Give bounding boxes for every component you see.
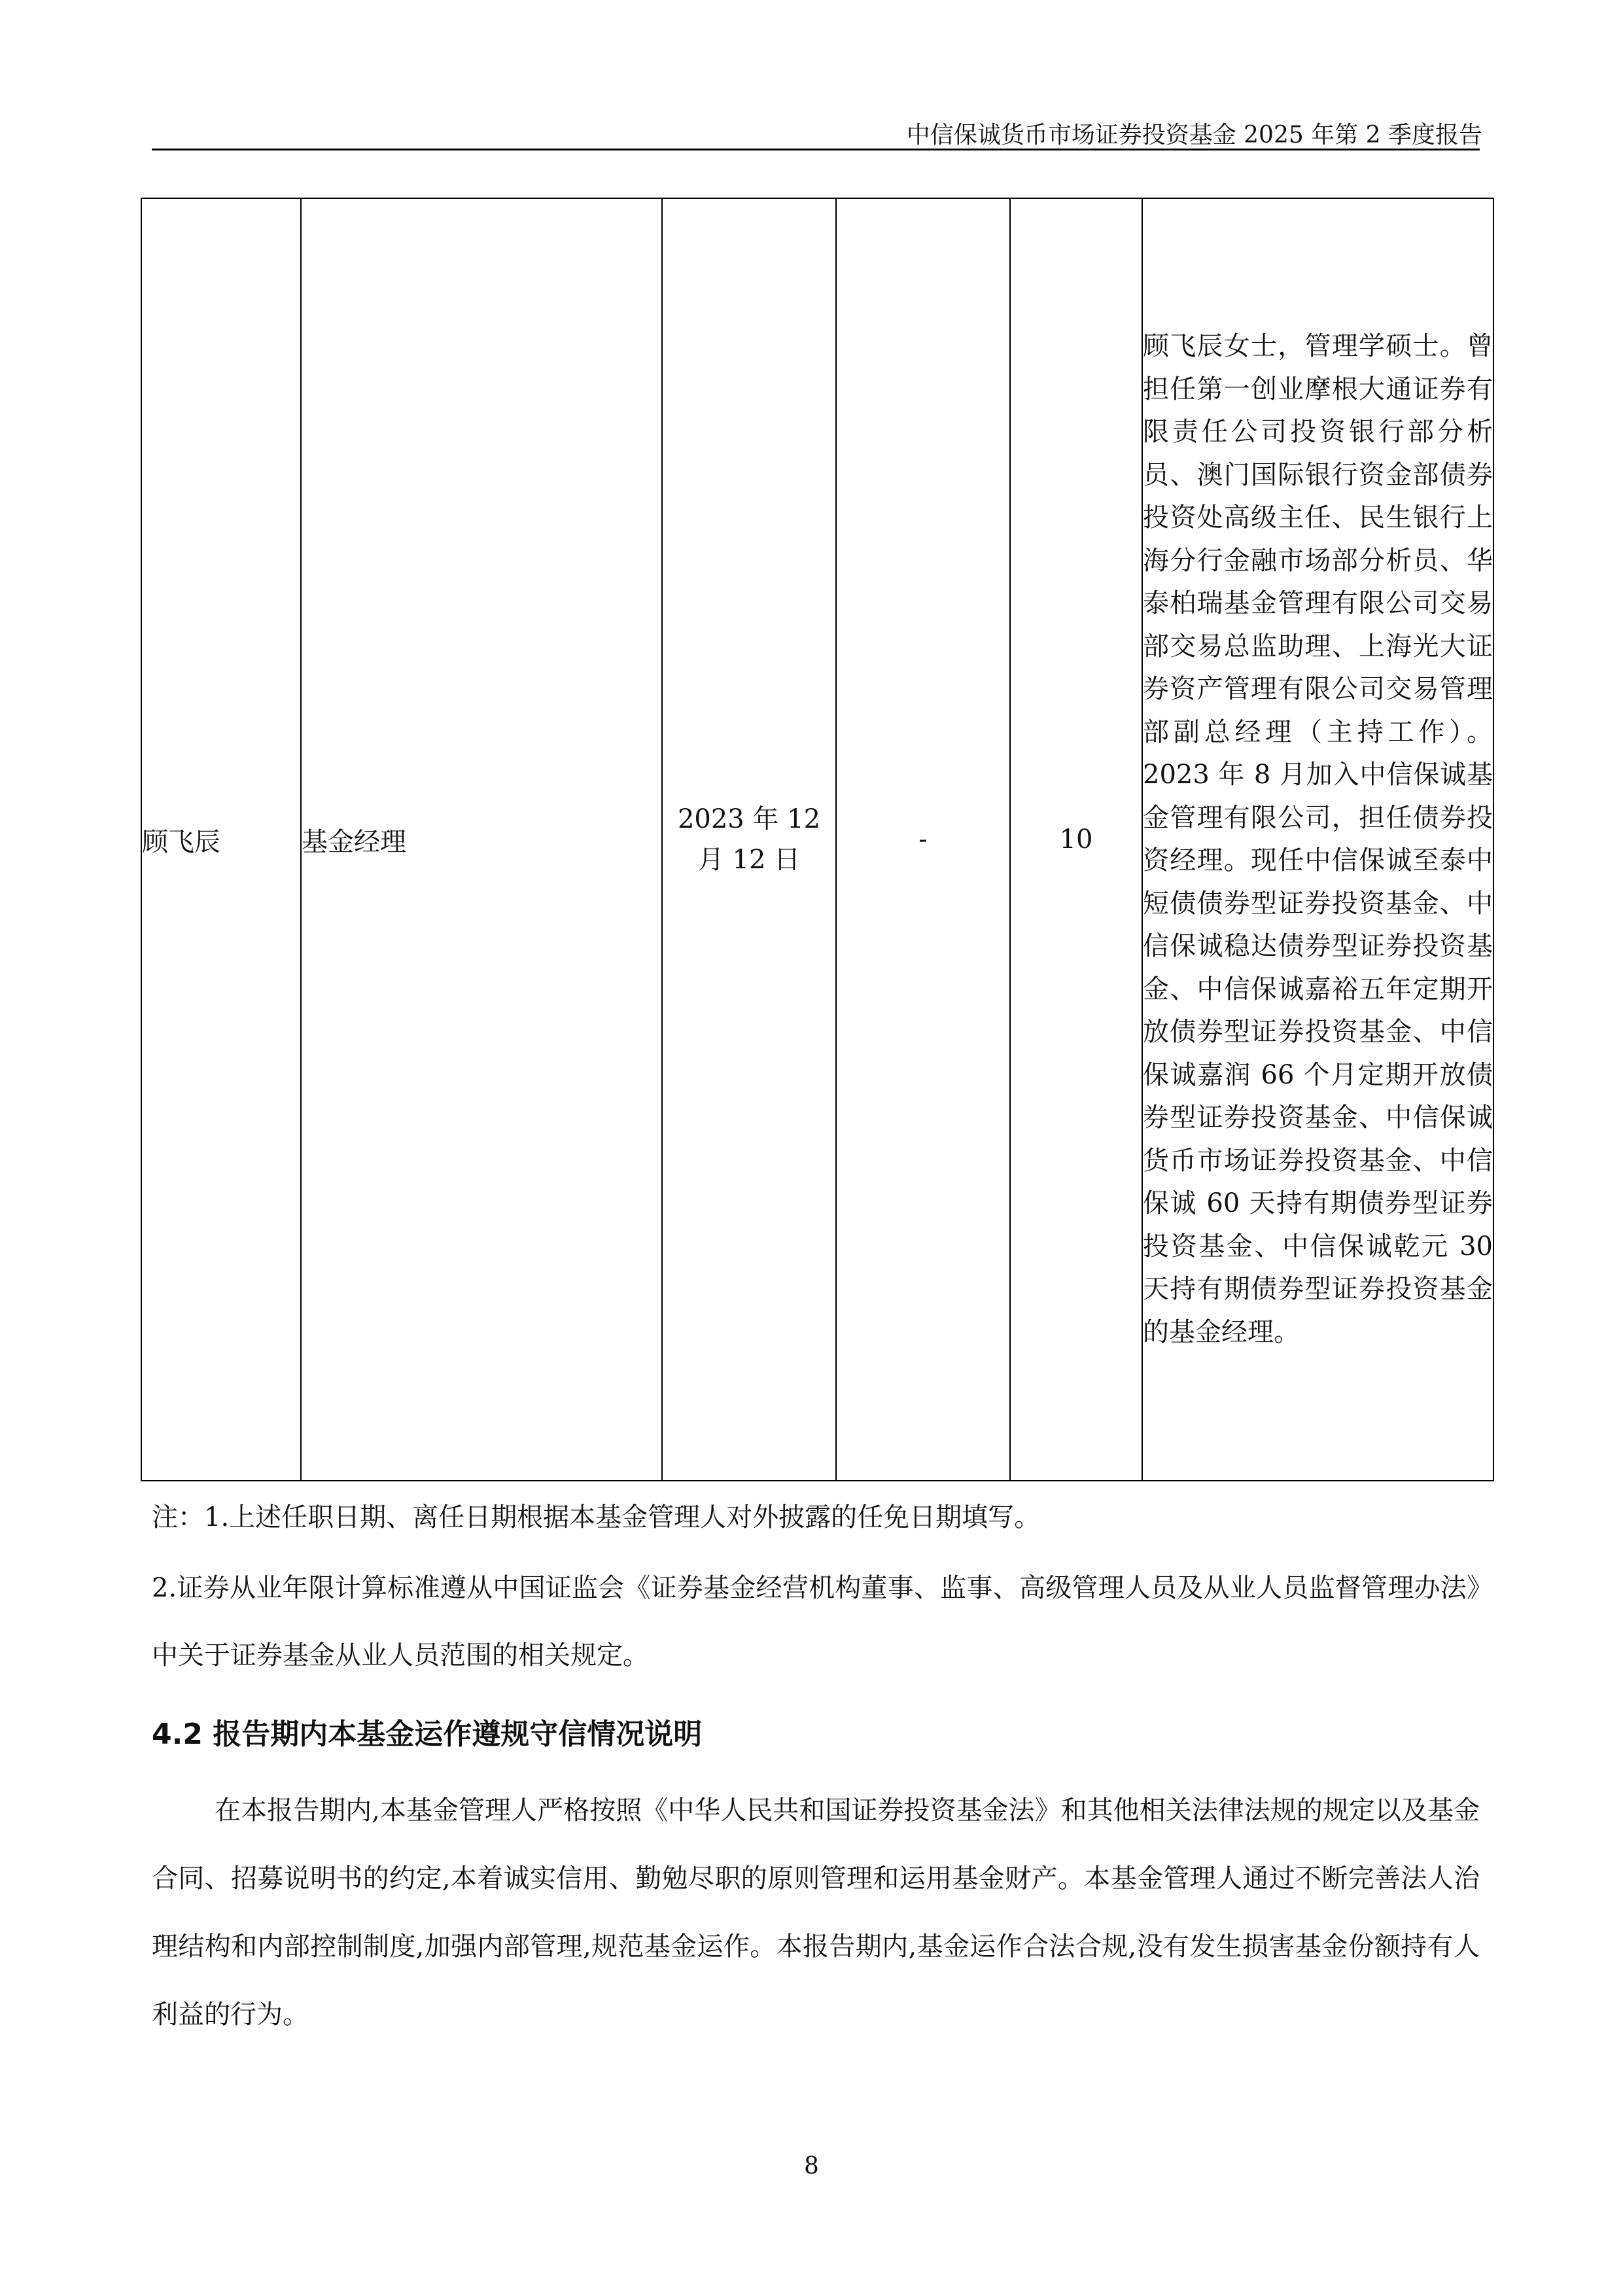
start-date-line1: 2023 年 12 [677,804,821,834]
manager-name: 顾飞辰 [141,198,301,1481]
table-row [141,198,1493,1481]
years-of-experience: 10 [1010,198,1142,1481]
leave-date: - [836,198,1010,1481]
start-date [662,198,836,1481]
fund-manager-table [141,198,1494,1481]
table-note-2: 2.证券从业年限计算标准遵从中国证监会《证券基金经营机构董事、监事、高级管理人员及从业人员监督管理办法》中关于证券基金从业人员范围的相关规定。 [152,1573,1480,1670]
section-heading: 4.2 报告期内本基金运作遵规守信情况说明 [152,1718,703,1751]
section-body-paragraph: 在本报告期内,本基金管理人严格按照《中华人民共和国证券投资基金法》和其他相关法律法规的规定以及基金合同、招募说明书的约定,本着诚实信用、勤勉尽职的原则管理和运用基金财产。本基金管理人通过不断完善法人治理结构和内部控制制度,加强内部管理,规范基金运作。本报告期内,基金运作合法合规,没有发生损害基金份额持有人利益的行为。 [152,1795,1480,2030]
page-number: 8 [804,2153,819,2180]
table-note-1: 注：1.上述任职日期、离任日期根据本基金管理人对外披露的任免日期填写。 [152,1502,1041,1532]
start-date-line2: 月 12 日 [697,845,801,875]
manager-biography: 顾飞辰女士，管理学硕士。曾担任第一创业摩根大通证券有限责任公司投资银行部分析员、澳门国际银行资金部债券投资处高级主任、民生银行上海分行金融市场部分析员、华泰柏瑞基金管理有限公司交易部交易总监助理、上海光大证券资产管理有限公司交易管理部副总经理（主持工作）。2023 年 8 月加入中信保诚基金管理有限公司，担任债券投资经理。现任中信保诚至泰中短债债券型证券投资基金、中信保诚稳达债券型证券投资基金、中信保诚嘉裕五年定期开放债券型证券投资基金、中信保诚嘉润 66 个月定期开放债券型证券投资基金、中信保诚货币市场证券投资基金、中信保诚 60 天持有期债券型证券投资基金、中信保诚乾元 30 天持有期债券型证券投资基金的基金经理。 [1142,198,1493,1481]
header-divider [152,149,1480,150]
manager-position: 基金经理 [301,198,662,1481]
report-header-title: 中信保诚货币市场证券投资基金 2025 年第 2 季度报告 [906,122,1482,149]
